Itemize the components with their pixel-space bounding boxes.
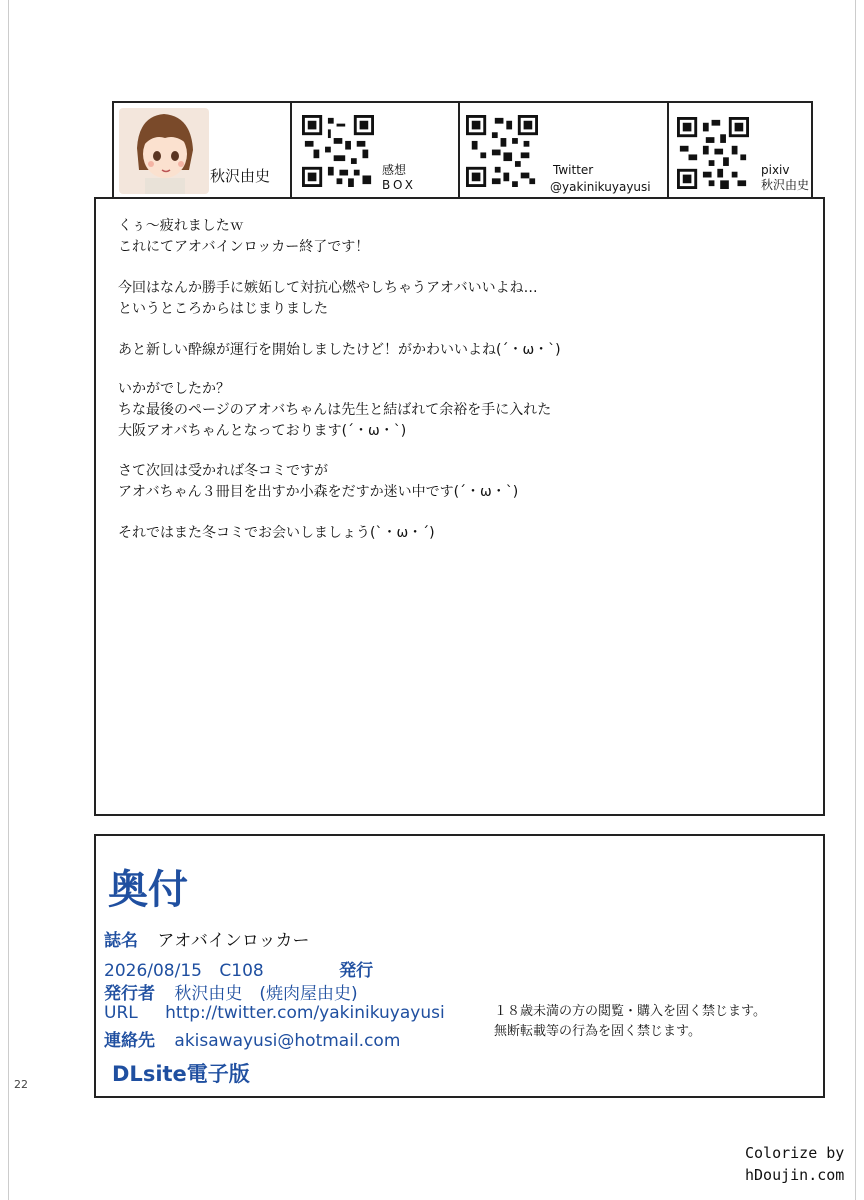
book-title-value: アオバインロッカー bbox=[157, 931, 310, 951]
qr-cell-pixiv bbox=[667, 101, 813, 197]
url-row bbox=[104, 1003, 445, 1023]
credit-line: hDoujin.com bbox=[745, 1166, 845, 1184]
book-title-row bbox=[104, 926, 310, 951]
issue-event: C108 bbox=[219, 961, 264, 981]
qr-label-pixiv-2: 秋沢由史 bbox=[761, 178, 810, 192]
author-cell bbox=[112, 101, 292, 197]
url-link[interactable]: http://twitter.com/yakinikuyayusi bbox=[165, 1003, 445, 1023]
legal-notice-line: １８歳未満の方の閲覧・購入を固く禁じます。 bbox=[494, 1004, 766, 1019]
qr-label-feedback-2: BOX bbox=[382, 178, 416, 192]
contact-email[interactable]: akisawayusi@hotmail.com bbox=[174, 1031, 401, 1051]
url-label: URL bbox=[104, 1003, 138, 1023]
colophon-box bbox=[94, 834, 825, 1098]
book-title-label: 誌名 bbox=[104, 931, 138, 951]
issue-label: 発行 bbox=[339, 961, 374, 981]
colophon-title: 奥付 bbox=[108, 866, 188, 913]
afterword-paragraph: さて次回は受かれば冬コミですが アオバちゃん３冊目を出すか小森をだすか迷い中です(´・ω・`) bbox=[118, 463, 519, 500]
author-name: 秋沢由史 bbox=[210, 167, 271, 185]
afterword-paragraph: 今回はなんか勝手に嫉妬して対抗心燃やしちゃうアオバいいよね… というところからはじまりました bbox=[118, 280, 538, 317]
qr-code-feedback-icon[interactable] bbox=[302, 115, 374, 187]
colorize-credit bbox=[745, 1142, 844, 1186]
qr-code-twitter-icon[interactable] bbox=[466, 115, 538, 187]
contact-label: 連絡先 bbox=[104, 1031, 155, 1051]
contact-row bbox=[104, 1026, 400, 1051]
credit-line: Colorize by bbox=[745, 1144, 845, 1162]
afterword-paragraph: あと新しい酔線が運行を開始しましたけど！がかわいいよね(´・ω・`) bbox=[118, 342, 561, 358]
author-avatar bbox=[119, 108, 209, 194]
qr-label-twitter-2: @yakinikuyayusi bbox=[550, 180, 651, 194]
issue-date: 2026/08/15 bbox=[104, 961, 202, 981]
afterword-paragraph: それではまた冬コミでお会いしましょう(`・ω・´) bbox=[118, 525, 435, 541]
afterword-box bbox=[94, 197, 825, 816]
qr-label-feedback-1: 感想 bbox=[382, 163, 407, 177]
qr-code-pixiv-icon[interactable] bbox=[677, 117, 749, 189]
edition-label: DLsite電子版 bbox=[112, 1062, 250, 1086]
afterword-paragraph: いかがでしたか？ ちな最後のページのアオバちゃんは先生と結ばれて余裕を手に入れた 大阪アオバちゃんとなっております(´・ω・`) bbox=[118, 381, 552, 439]
qr-label-pixiv-1: pixiv bbox=[761, 163, 790, 177]
afterword-paragraph: くぅ〜疲れましたｗ これにてアオバインロッカー終了です！ bbox=[118, 218, 370, 255]
publisher-row bbox=[104, 979, 358, 1004]
issue-row bbox=[104, 956, 373, 981]
header-strip bbox=[112, 101, 815, 197]
publisher-value: 秋沢由史 (焼肉屋由史) bbox=[174, 984, 358, 1004]
legal-notice bbox=[494, 1002, 766, 1042]
qr-cell-feedback bbox=[290, 101, 460, 197]
publisher-label: 発行者 bbox=[104, 984, 155, 1004]
qr-label-twitter-1: Twitter bbox=[553, 163, 594, 177]
page-number: 22 bbox=[14, 1078, 28, 1091]
qr-cell-twitter bbox=[458, 101, 669, 197]
legal-notice-line: 無断転載等の行為を固く禁じます。 bbox=[494, 1024, 701, 1039]
